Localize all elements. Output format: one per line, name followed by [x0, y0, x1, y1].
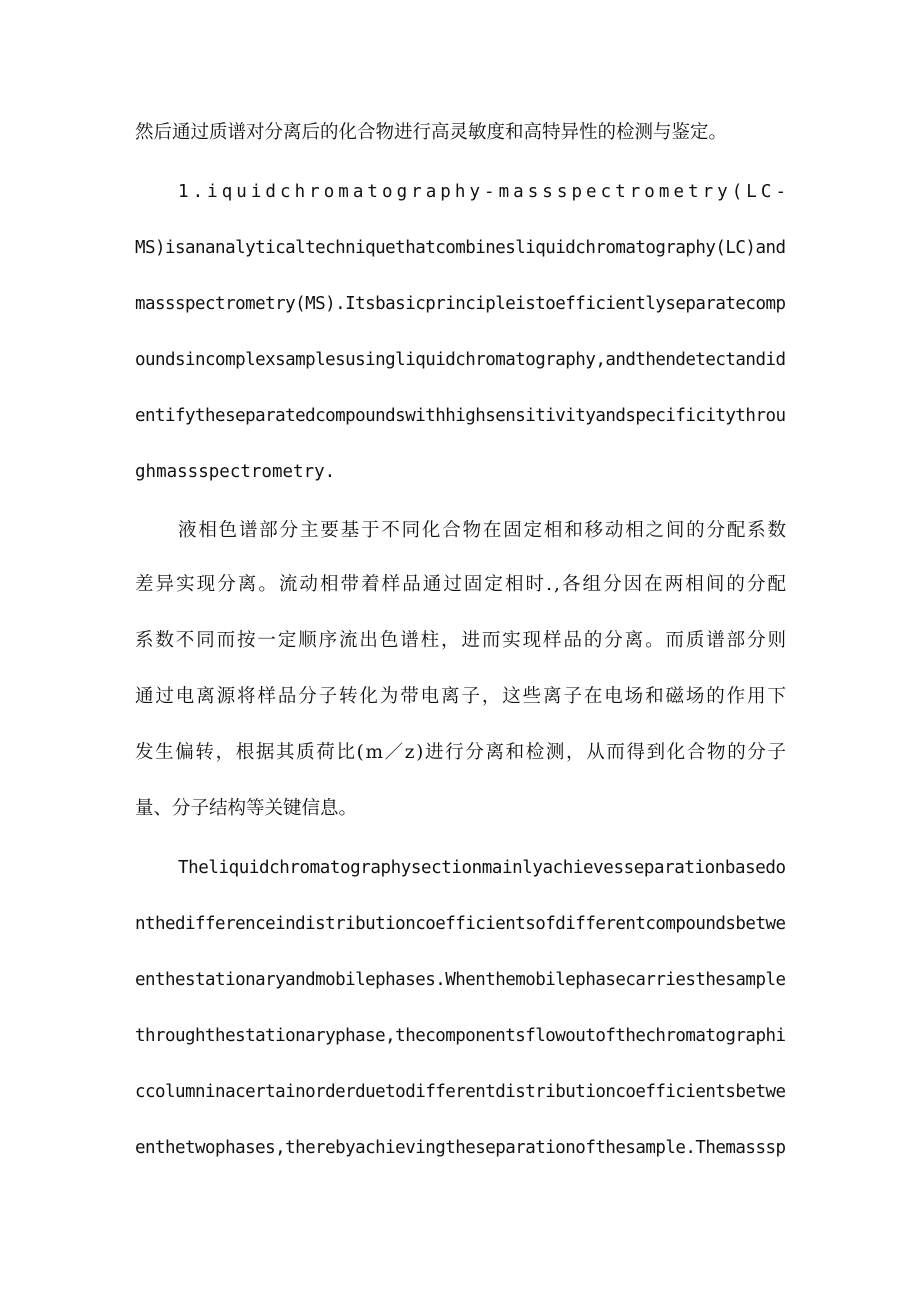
- text-line: [0, 1080, 920, 1104]
- line-text: ccolumninacertainorderduetodifferentdistributioncoefficientsbetwe: [135, 1082, 786, 1102]
- text-line: [0, 236, 920, 260]
- line-text: 系数不同而按一定顺序流出色谱柱，进而实现样品的分离。而质谱部分则: [135, 630, 788, 651]
- text-line: [0, 519, 920, 543]
- line-text: 液相色谱部分主要基于不同化合物在固定相和移动相之间的分配系数: [178, 520, 788, 541]
- text-line: [0, 968, 920, 992]
- line-text: 1.iquidchromatography-massspectrometry(LC-: [178, 182, 791, 202]
- line-text: Theliquidchromatographysectionmainlyachievesseparationbasedo: [178, 858, 786, 878]
- text-line: [0, 348, 920, 372]
- line-text: oundsincomplexsamplesusingliquidchromatography,andthendetectandid: [135, 350, 786, 370]
- text-line: [0, 292, 920, 316]
- text-line: [0, 797, 920, 821]
- line-text: 通过电离源将样品分子转化为带电离子，这些离子在电场和磁场的作用下: [135, 686, 788, 707]
- line-text: throughthestationaryphase,thecomponentsflowoutofthechromatographi: [135, 1026, 786, 1046]
- line-text: 发生偏转，根据其质荷比(m／z)进行分离和检测，从而得到化合物的分子: [135, 742, 788, 763]
- text-line: [0, 856, 920, 880]
- text-line: [0, 1136, 920, 1160]
- line-text: enthestationaryandmobilephases.Whenthemobilephasecarriesthesample: [135, 970, 786, 990]
- text-line: [0, 629, 920, 653]
- line-text: 量、分子结构等关键信息。: [135, 798, 358, 819]
- line-text: massspectrometry(MS).Itsbasicprincipleistoefficientlyseparatecomp: [135, 294, 786, 314]
- line-text: nthedifferenceindistributioncoefficientsofdifferentcompoundsbetwe: [135, 914, 786, 934]
- line-text: 差异实现分离。流动相带着样品通过固定相时.,各组分因在两相间的分配: [135, 574, 789, 595]
- text-line: [0, 121, 920, 145]
- line-text: MS)isananalyticaltechniquethatcombinesliquidchromatography(LC)and: [135, 238, 786, 258]
- text-line: [0, 404, 920, 428]
- text-line: [0, 573, 920, 597]
- line-text: ghmassspectrometry.: [135, 462, 336, 482]
- text-line: [0, 180, 920, 204]
- text-line: [0, 685, 920, 709]
- text-line: [0, 1024, 920, 1048]
- line-text: 然后通过质谱对分离后的化合物进行高灵敏度和高特异性的检测与鉴定。: [135, 122, 728, 143]
- line-text: enthetwophases,therebyachievingtheseparationofthesample.Themasssp: [135, 1138, 786, 1158]
- line-text: entifytheseparatedcompoundswithhighsensitivityandspecificitythrou: [135, 406, 786, 426]
- text-line: [0, 460, 920, 484]
- text-line: [0, 912, 920, 936]
- text-line: [0, 741, 920, 765]
